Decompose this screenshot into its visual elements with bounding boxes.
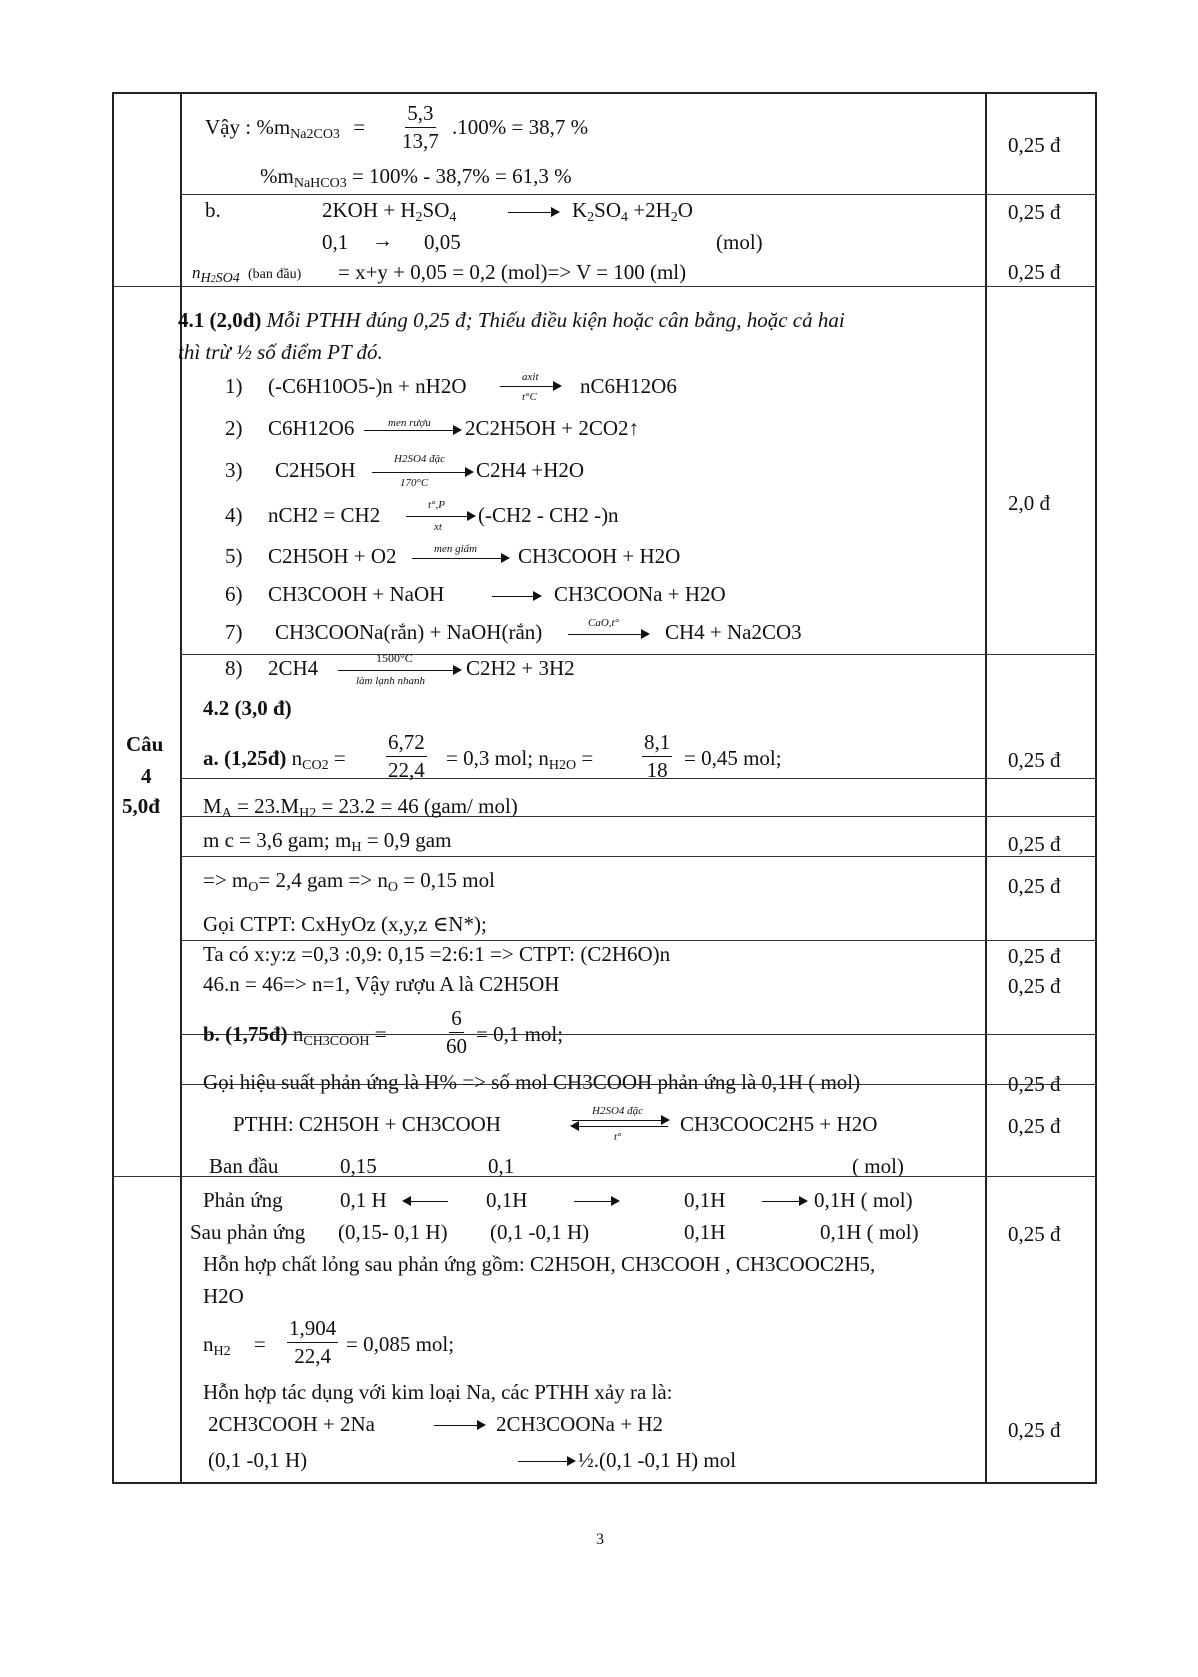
page-number: 3: [596, 1531, 604, 1548]
reaction-8-right: C2H2 + 3H2: [466, 656, 575, 680]
reaction-4-left: nCH2 = CH2: [268, 503, 381, 527]
reaction-8-left: 2CH4: [268, 656, 319, 680]
mass-o-line: => $m_O= 2,4$ gam => $n_O = 0,15$ mol: [203, 868, 495, 895]
col-divider-left: [180, 94, 182, 1482]
reaction-5-right: CH3COOH + H2O: [518, 544, 681, 568]
reaction-3-cond-bottom: 170°C: [400, 477, 429, 489]
nch3cooh-fraction: $\frac{6}{60}$: [446, 1006, 467, 1058]
reaction-5-left: C2H5OH + O2: [268, 544, 397, 568]
mol-h2so4: 0,05: [424, 230, 461, 254]
score-row2b: 0,25 đ: [1008, 260, 1061, 284]
reaction-1-arrow: [500, 386, 560, 387]
score-after: 0,25 đ: [1008, 1222, 1061, 1246]
reaction-6-left: CH3COOH + NaOH: [268, 582, 445, 606]
row-divider: [180, 654, 1097, 655]
na2co3-percent-prefix: Vậy : $\%m_{Na2CO3}$ =: [205, 115, 366, 142]
sec42-a-line: a. (1,25đ) $n_{CO2}$ =: [203, 746, 346, 773]
initial-label: Ban đầu: [209, 1154, 279, 1178]
reaction-7-arrow: [568, 634, 648, 635]
row-divider: [180, 194, 1097, 195]
reaction-5-number: 5): [225, 544, 243, 568]
score-pthh: 0,25 đ: [1008, 1114, 1061, 1138]
sec41-title: 4.1 (2,0đ) Mỗi PTHH đúng 0,25 đ; Thiếu điều kiện hoặc cân bằng, hoặc cả hai: [178, 308, 845, 332]
na-reaction-right: 2CH3COONa + H2: [496, 1412, 664, 1436]
reaction-1-left: (-C6H10O5-)n + nH2O: [268, 374, 467, 398]
sec42-b-line: b. (1,75đ) $n_{CH3COOH}$ =: [203, 1022, 387, 1049]
sec42-a-mid: = 0,3 mol; $n_{H2O}$ =: [446, 746, 594, 773]
nh2-fraction: $\frac{1,904}{22,4}$: [289, 1316, 337, 1368]
reaction-2-cond-top: men rượu: [388, 417, 431, 429]
esterification-right: CH3COOC2H5 + H2O: [680, 1112, 878, 1136]
reaction-3-arrow: [372, 472, 472, 473]
reaction-1-cond-bottom: t°C: [522, 391, 537, 403]
nahco3-percent-line: $\%m_{NaHCO3} = 100\% - 38,7\% = 61,3$ %: [260, 164, 572, 191]
reacted-arrow-2: [574, 1201, 618, 1202]
nh2o-fraction: $\frac{8,1}{18}$: [644, 730, 671, 782]
reaction-3-left: C2H5OH: [275, 458, 356, 482]
row-divider: [114, 286, 1097, 287]
reaction-1-number: 1): [225, 374, 243, 398]
score-sec42-b: 0,25 đ: [1008, 1072, 1061, 1096]
reaction-8-cond-top: 1500°C: [376, 651, 413, 665]
after-ester: 0,1H: [684, 1220, 726, 1244]
reaction-5-cond-top: men giấm: [434, 543, 478, 555]
after-water: 0,1H ( mol): [820, 1220, 919, 1244]
reaction-6-number: 6): [225, 582, 243, 606]
question-label: Câu: [126, 732, 164, 756]
score-ctpt2: 0,25 đ: [1008, 974, 1061, 998]
reaction-3-cond-top: H2SO4 đặc: [394, 453, 446, 465]
after-ethanol: (0,15- 0,1 H): [338, 1220, 448, 1244]
reacted-ester: 0,1H: [684, 1188, 726, 1212]
reacted-arrow-3: [762, 1201, 806, 1202]
na-mol-arrow: [518, 1461, 574, 1462]
reacted-water: 0,1H ( mol): [814, 1188, 913, 1212]
sec42-b-rest: = 0,1 mol;: [476, 1022, 564, 1046]
koh-equation-left: $2KOH + H_2SO_4$: [322, 198, 457, 225]
reaction-2-right: 2C2H5OH + 2CO2↑: [465, 416, 640, 440]
reaction-arrow: [508, 212, 558, 213]
reaction-2-arrow: [364, 430, 460, 431]
reacted-acid: 0,1H: [486, 1188, 528, 1212]
row-divider: [180, 856, 1097, 857]
sec42-title: 4.2 (3,0 đ): [203, 696, 292, 720]
na2co3-fraction: $\frac{5,3}{13,7}$: [402, 101, 439, 153]
mol-unit: (mol): [716, 230, 763, 254]
score-sec42-mc: 0,25 đ: [1008, 832, 1061, 856]
na-reaction-arrow: [434, 1425, 484, 1426]
score-sec42-mo: 0,25 đ: [1008, 874, 1061, 898]
yield-line: Gọi hiệu suất phản ứng là H% => số mol CH3COOH phản ứng là 0,1H ( mol): [203, 1070, 861, 1094]
na-reaction-intro: Hỗn hợp tác dụng với kim loại Na, các PTHH xảy ra là:: [203, 1380, 673, 1404]
nh2-result: = 0,085 mol;: [346, 1332, 455, 1356]
nco2-fraction: $\frac{6,72}{22,4}$: [388, 730, 425, 782]
score-row2a: 0,25 đ: [1008, 200, 1061, 224]
reacted-arrow-1: [404, 1201, 448, 1202]
reaction-6-arrow: [492, 596, 540, 597]
reaction-4-arrow: [406, 516, 474, 517]
ctpt-line3: 46.n = 46=> n=1, Vậy rượu A là C2H5OH: [203, 972, 560, 996]
liquid-mixture-line1: Hỗn hợp chất lỏng sau phản ứng gồm: C2H5OH, CH3COOH , CH3COOC2H5,: [203, 1252, 876, 1276]
reaction-8-arrow: [338, 670, 460, 671]
liquid-mixture-line2: H2O: [203, 1284, 244, 1308]
sec42-a-end: = 0,45 mol;: [684, 746, 782, 770]
reaction-4-cond-bottom: xt: [434, 521, 442, 533]
initial-acid: 0,1: [488, 1154, 515, 1178]
score-last: 0,25 đ: [1008, 1418, 1061, 1442]
initial-unit: ( mol): [852, 1154, 904, 1178]
reaction-7-right: CH4 + Na2CO3: [665, 620, 802, 644]
reaction-3-number: 3): [225, 458, 243, 482]
reaction-4-right: (-CH2 - CH2 -)n: [478, 503, 619, 527]
koh-equation-right: $K_2SO_4 +2H_2O$: [572, 198, 693, 225]
col-divider-right: [985, 94, 987, 1482]
nh2-label: $n_{H2}$ =: [203, 1332, 266, 1359]
n-h2so4-label: $n_{H2SO4}$ (ban đầu): [192, 263, 302, 286]
na-mol-left: (0,1 -0,1 H): [208, 1448, 308, 1472]
reaction-5-arrow: [412, 558, 508, 559]
na-reaction-left: 2CH3COOH + 2Na: [208, 1412, 376, 1436]
esterification-cond-bottom: t°: [614, 1131, 622, 1143]
score-ctpt1: 0,25 đ: [1008, 944, 1061, 968]
na-mol-right: ½.(0,1 -0,1 H) mol: [578, 1448, 737, 1472]
reaction-1-cond-top: axit: [522, 371, 539, 383]
reaction-2-left: C6H12O6: [268, 416, 355, 440]
score-sec41: 2,0 đ: [1008, 491, 1050, 515]
esterification-left: PTHH: C2H5OH + CH3COOH: [233, 1112, 501, 1136]
esterification-arrow-reverse: [572, 1126, 668, 1127]
score-sec42-a: 0,25 đ: [1008, 748, 1061, 772]
reaction-7-left: CH3COONa(rắn) + NaOH(rắn): [275, 620, 543, 644]
reaction-4-number: 4): [225, 503, 243, 527]
reacted-ethanol: 0,1 H: [340, 1188, 387, 1212]
reaction-8-cond-bottom: làm lạnh nhanh: [356, 675, 426, 687]
ctpt-line2: Ta có x:y:z =0,3 :0,9: 0,15 =2:6:1 => CTPT: (C2H6O)n: [203, 942, 671, 966]
reaction-2-number: 2): [225, 416, 243, 440]
reaction-1-right: nC6H12O6: [580, 374, 677, 398]
score-row1: 0,25 đ: [1008, 133, 1061, 157]
reaction-6-right: CH3COONa + H2O: [554, 582, 726, 606]
after-acid: (0,1 -0,1 H): [490, 1220, 590, 1244]
reaction-4-cond-top: t°,P: [428, 499, 445, 511]
reacted-label: Phản ứng: [203, 1188, 283, 1212]
esterification-cond-top: H2SO4 đặc: [592, 1105, 644, 1117]
molar-mass-line: $M_A = 23.M_{H2} = 23.2 = 46$ (gam/ mol): [203, 794, 518, 821]
question-number: 4: [141, 764, 152, 788]
mass-c-h-line: m c = 3,6 gam; $m_H = 0,9$ gam: [203, 828, 452, 855]
mol-koh: 0,1: [322, 230, 349, 254]
reaction-8-number: 8): [225, 656, 243, 680]
after-label: Sau phản ứng: [190, 1220, 306, 1244]
reaction-7-cond-top: CaO,t°: [588, 617, 619, 629]
esterification-arrow-forward: [572, 1120, 668, 1121]
row-divider: [180, 940, 1097, 941]
n-h2so4-value: = x+y + 0,05 = 0,2 (mol)=> V = 100 (ml): [338, 260, 687, 284]
ctpt-line1: Gọi CTPT: CxHyOz (x,y,z ∈N*);: [203, 912, 487, 936]
row-divider: [180, 778, 1097, 779]
na2co3-percent-result: .100% = 38,7 %: [452, 115, 589, 139]
part-b-label: b.: [205, 198, 221, 222]
initial-ethanol: 0,15: [340, 1154, 377, 1178]
reaction-3-right: C2H4 +H2O: [476, 458, 585, 482]
reaction-7-number: 7): [225, 620, 243, 644]
question-points: 5,0đ: [122, 794, 160, 818]
mol-arrow: →: [372, 228, 393, 252]
sec41-title-line2: thì trừ ½ số điểm PT đó.: [178, 340, 383, 364]
